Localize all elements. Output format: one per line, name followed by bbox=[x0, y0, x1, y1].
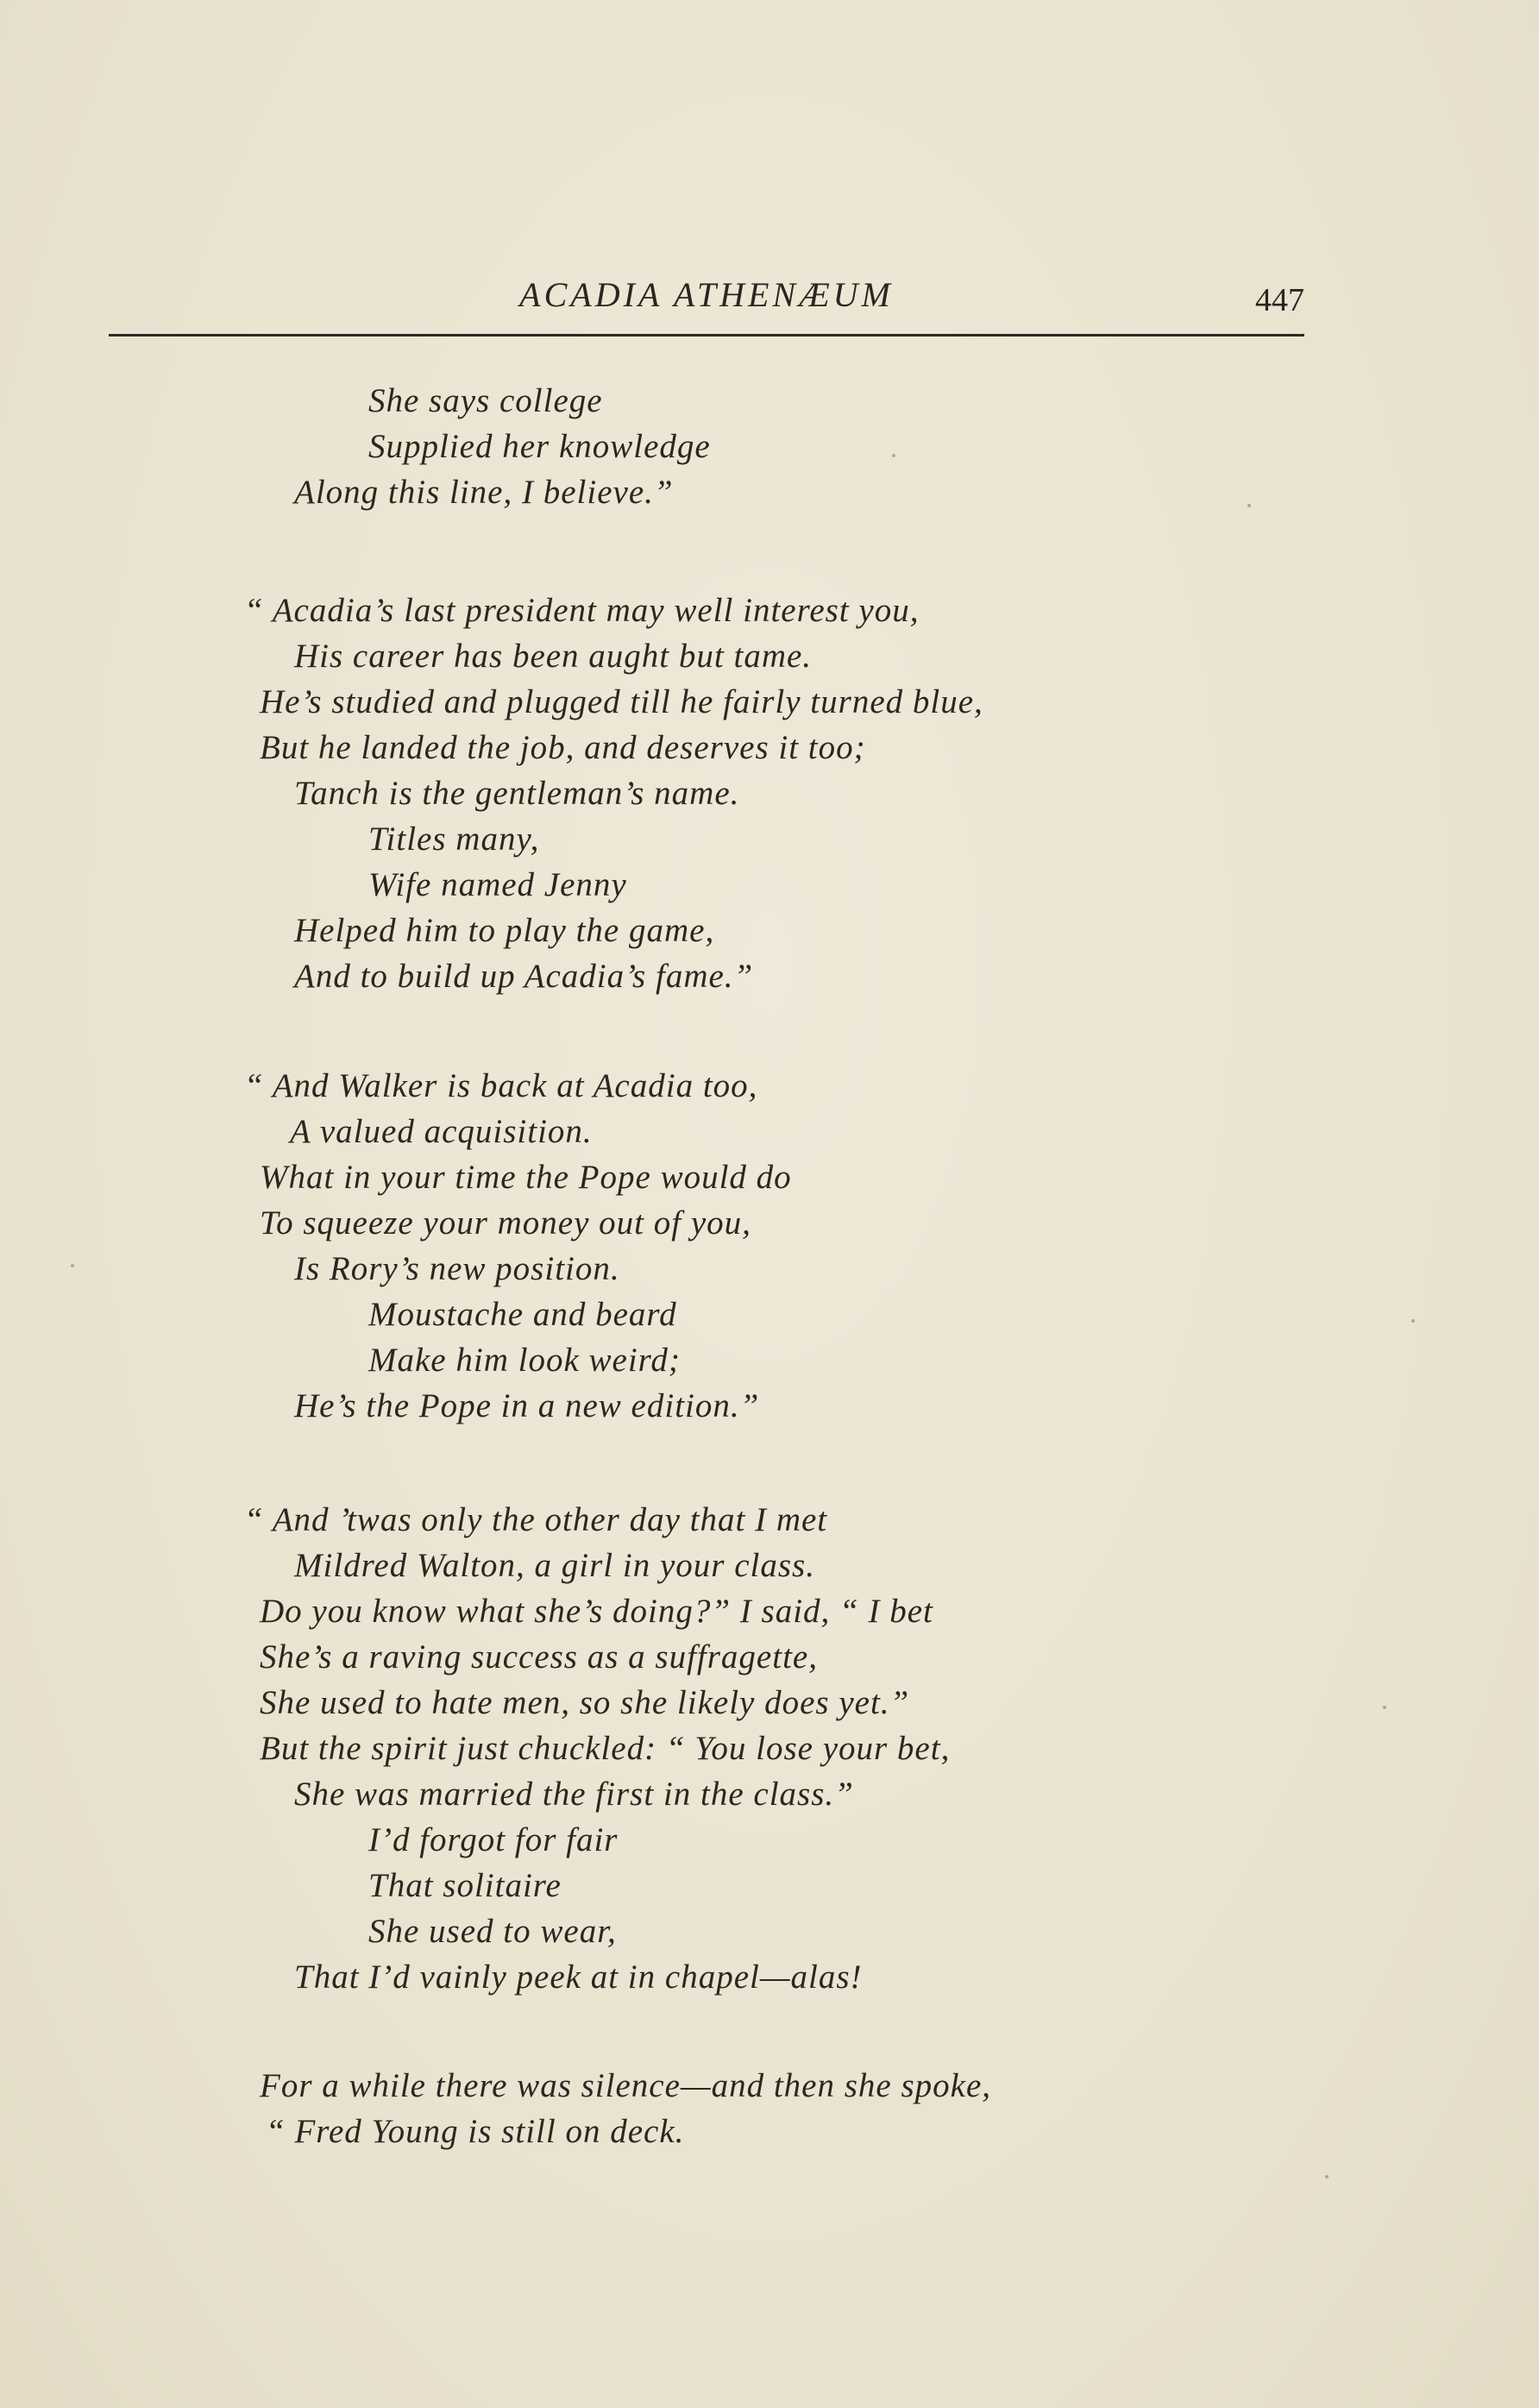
poem-line: Is Rory’s new position. bbox=[294, 1250, 620, 1287]
poem-line: She says college bbox=[368, 382, 603, 419]
poem-line: Titles many, bbox=[368, 820, 540, 858]
poem-line: Moustache and beard bbox=[368, 1296, 677, 1333]
poem-line: “ And Walker is back at Acadia too, bbox=[244, 1067, 758, 1104]
poem-line: She’s a raving success as a suffragette, bbox=[260, 1638, 818, 1676]
paper-speck bbox=[892, 454, 895, 457]
poem-line: That I’d vainly peek at in chapel—alas! bbox=[294, 1958, 863, 1996]
poem-line: She used to wear, bbox=[368, 1913, 617, 1950]
poem-line: “ Fred Young is still on deck. bbox=[266, 2113, 685, 2150]
poem-line: Tanch is the gentleman’s name. bbox=[294, 775, 740, 812]
poem-line: His career has been aught but tame. bbox=[294, 638, 813, 675]
poem-line: Mildred Walton, a girl in your class. bbox=[294, 1547, 815, 1584]
poem-line: He’s the Pope in a new edition.” bbox=[294, 1387, 760, 1424]
paper-speck bbox=[1411, 1319, 1415, 1323]
poem-line: Along this line, I believe.” bbox=[294, 474, 674, 511]
poem-line: Helped him to play the game, bbox=[294, 912, 715, 949]
poem-line: She used to hate men, so she likely does yet.” bbox=[260, 1684, 910, 1721]
paper-speck bbox=[1383, 1706, 1386, 1709]
poem-line: Wife named Jenny bbox=[368, 866, 627, 903]
journal-title: ACADIA ATHENÆUM bbox=[519, 275, 894, 314]
poem-line: He’s studied and plugged till he fairly turned blue, bbox=[260, 683, 983, 720]
poem-line: Do you know what she’s doing?” I said, “ I bet bbox=[260, 1593, 933, 1630]
page-number: 447 bbox=[1255, 282, 1304, 318]
paper-speck bbox=[1325, 2175, 1329, 2179]
poem-line: She was married the first in the class.” bbox=[294, 1776, 854, 1813]
poem-line: But he landed the job, and deserves it too; bbox=[260, 729, 866, 766]
poem-line: Make him look weird; bbox=[368, 1342, 681, 1379]
poem-line: But the spirit just chuckled: “ You lose your bet, bbox=[260, 1730, 951, 1767]
paper-speck bbox=[1247, 504, 1251, 507]
poem-line: A valued acquisition. bbox=[290, 1113, 593, 1150]
poem-line: I’d forgot for fair bbox=[368, 1821, 619, 1858]
poem-line: That solitaire bbox=[368, 1867, 562, 1904]
poem-line: “ Acadia’s last president may well interest you, bbox=[244, 592, 920, 629]
poem-line: “ And ’twas only the other day that I met bbox=[244, 1501, 828, 1538]
poem-line: Supplied her knowledge bbox=[368, 428, 711, 465]
poem-line: To squeeze your money out of you, bbox=[260, 1204, 751, 1242]
poem-line: And to build up Acadia’s fame.” bbox=[294, 958, 754, 995]
poem-line: What in your time the Pope would do bbox=[260, 1159, 792, 1196]
paper-speck bbox=[71, 1264, 74, 1267]
poem-line: For a while there was silence—and then she spoke, bbox=[260, 2067, 992, 2104]
